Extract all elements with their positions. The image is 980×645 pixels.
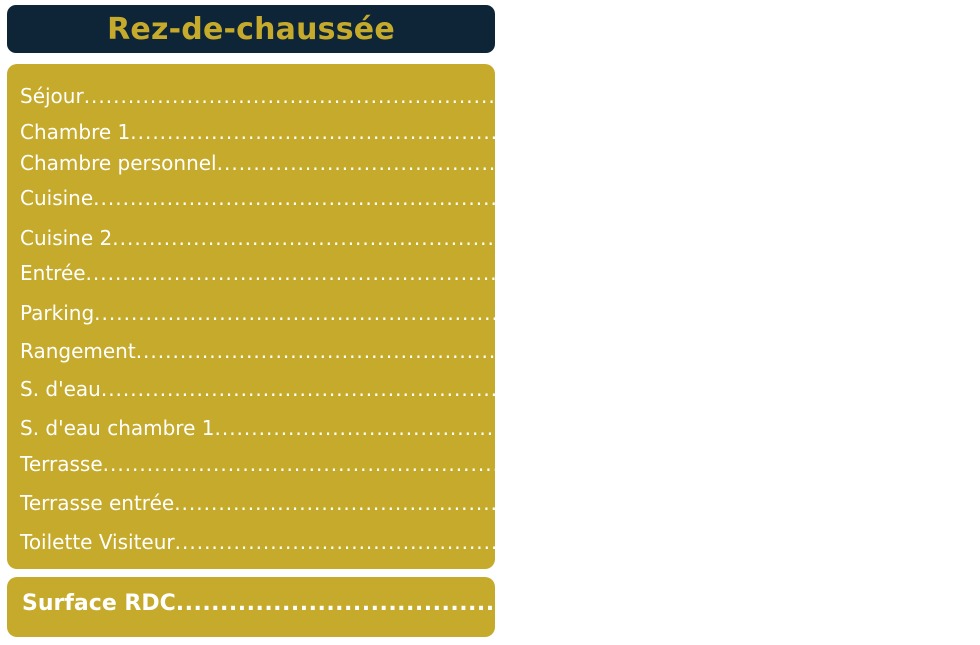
total-area: 155.00m² (689, 591, 807, 616)
dot-leader: .............................................................................................. (93, 186, 785, 210)
room-area: 6.69m² (908, 151, 980, 175)
room-name: Chambre personnel (20, 151, 217, 175)
dot-leader: .............................................................................................. (100, 377, 793, 401)
page-title: Rez-de-chaussée (107, 11, 395, 47)
room-name: Chambre 1 (20, 120, 131, 144)
dot-leader: .............................................................................................. (102, 452, 795, 476)
room-row (20, 186, 870, 216)
room-area: 47.89m² (775, 84, 861, 108)
room-name: Parking (20, 301, 95, 325)
room-row (20, 84, 861, 114)
room-row (20, 226, 876, 256)
room-name: Terrasse entrée (20, 491, 175, 515)
dot-leader: .............................................................................................. (85, 261, 778, 285)
room-area: 0.56m² (794, 452, 867, 476)
room-row (20, 151, 980, 181)
dot-leader: .............................................................................................. (112, 226, 804, 250)
room-name: Entrée (20, 261, 86, 285)
dot-leader: .............................................................................................. (216, 151, 909, 175)
room-name: Terrasse (20, 452, 103, 476)
dot-leader: .............................................................................................. (214, 416, 907, 440)
room-area: 12.80m² (821, 120, 907, 144)
room-name: Cuisine 2 (20, 226, 113, 250)
room-row (20, 452, 867, 482)
room-area: 7.05m² (803, 226, 876, 250)
room-area: 12.10m² (777, 261, 862, 285)
room-row (20, 416, 979, 446)
room-area: 15.59m² (784, 186, 870, 210)
room-area: 3.74m² (865, 491, 938, 515)
room-area: 2.52m² (827, 339, 900, 363)
room-row (20, 377, 865, 407)
dot-leader: .............................................................................................. (130, 120, 822, 144)
room-area: 37.60m² (785, 301, 871, 325)
rooms-panel (7, 64, 980, 569)
total-panel (7, 577, 807, 637)
room-row (20, 261, 862, 291)
room-name: Toilette Visiteur (20, 530, 175, 554)
dot-leader: .............................................................................................. (94, 301, 786, 325)
room-name: Séjour (20, 84, 84, 108)
total-label: Surface RDC (22, 591, 176, 616)
room-row (20, 120, 907, 150)
room-row (20, 339, 900, 369)
room-name: Rangement (20, 339, 136, 363)
room-name: S. d'eau chambre 1 (20, 416, 215, 440)
dot-leader: .............................................................................................. (83, 84, 776, 108)
section-header (7, 5, 495, 53)
room-name: S. d'eau (20, 377, 101, 401)
room-area: 1.94m² (866, 530, 939, 554)
room-row (20, 530, 939, 560)
total-row (22, 591, 807, 623)
room-row (20, 301, 871, 331)
room-name: Cuisine (20, 186, 94, 210)
room-area: 3.72m² (906, 416, 979, 440)
dot-leader: .............................................................................................. (174, 530, 867, 554)
room-area: 2.80m² (792, 377, 865, 401)
room-row (20, 491, 938, 521)
dot-leader: .............................................................................................. (174, 491, 866, 515)
dot-leader: .............................................................................................. (135, 339, 828, 363)
dot-leader: .......................................................... (175, 591, 690, 616)
